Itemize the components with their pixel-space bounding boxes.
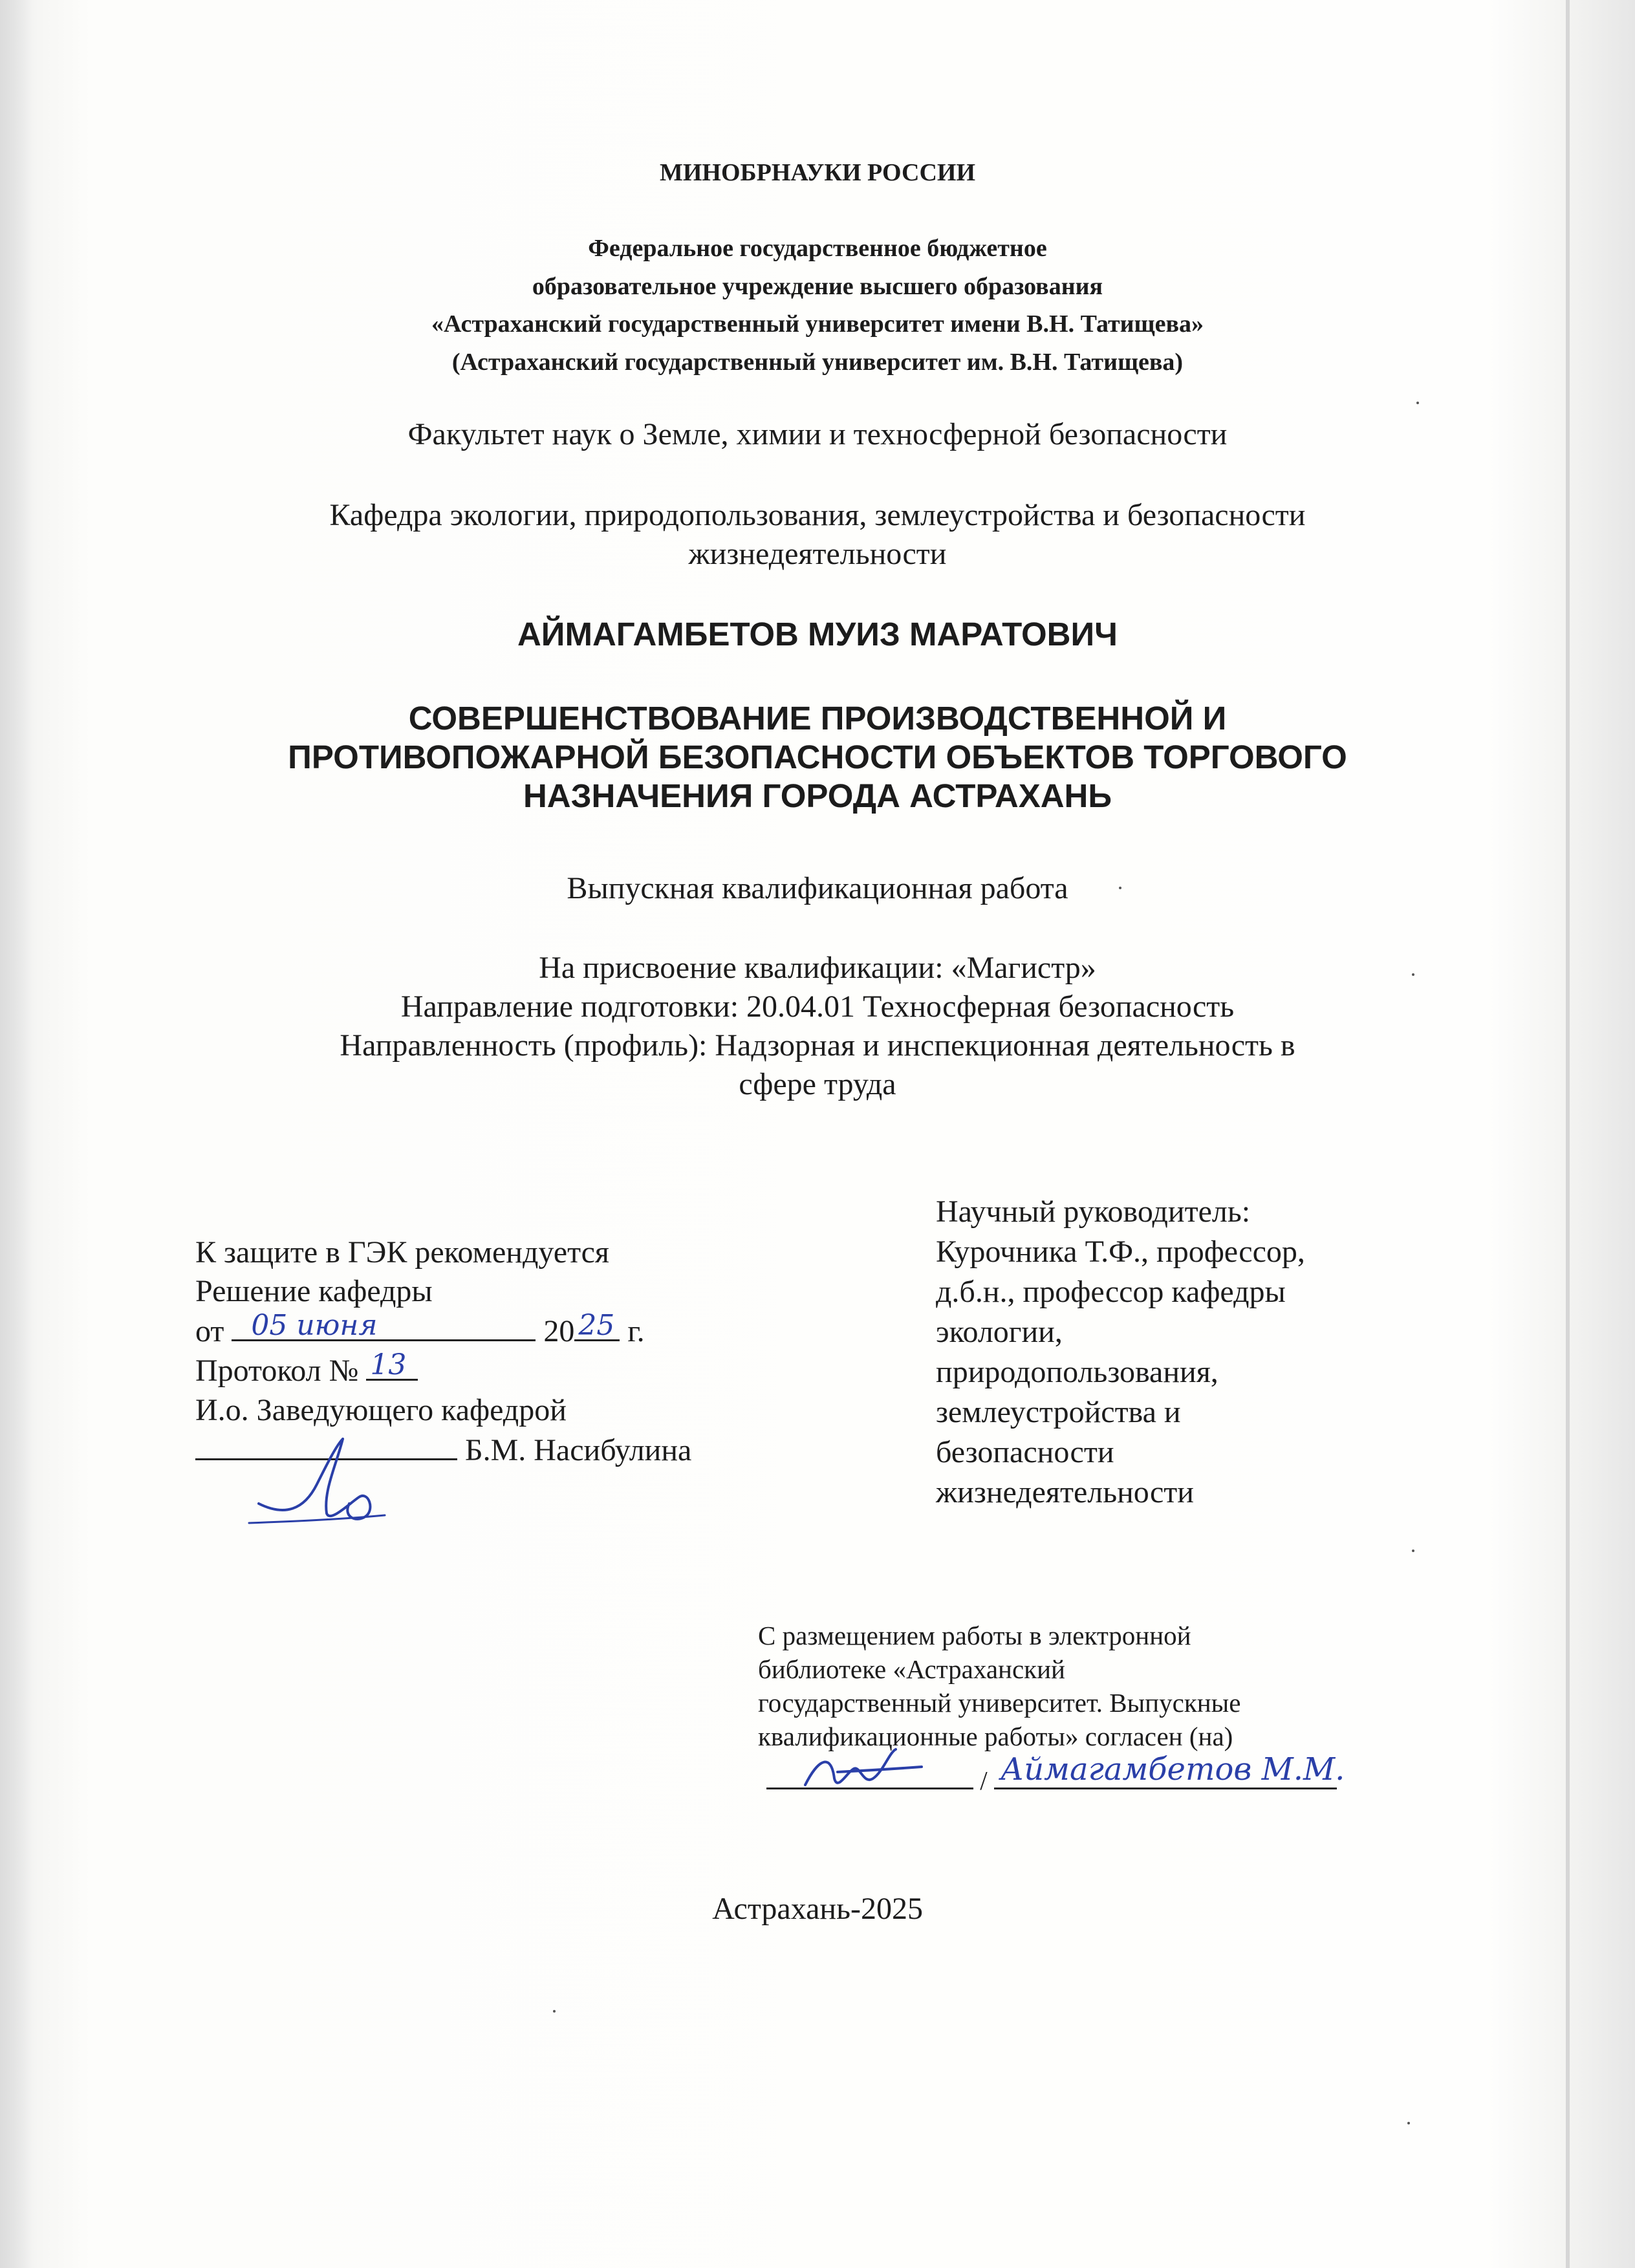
- institution-line-2: образовательное учреждение высшего образования: [532, 273, 1103, 300]
- year-suffix: г.: [627, 1314, 645, 1348]
- work-type: Выпускная квалификационная работа: [567, 871, 1068, 905]
- scan-speck: [1416, 402, 1419, 404]
- author-name: АЙМАГАМБЕТОВ МУИЗ МАРАТОВИЧ: [517, 616, 1118, 653]
- supervisor-line-2: Курочника Т.Ф., профессор,: [936, 1235, 1305, 1269]
- qualification-line-2: Направление подготовки: 20.04.01 Техносферная безопасность: [400, 989, 1235, 1024]
- ministry-line: МИНОБРНАУКИ РОССИИ: [659, 159, 976, 186]
- qualification-line-1: На присвоение квалификации: «Магистр»: [539, 951, 1096, 985]
- date-underline: [232, 1309, 536, 1342]
- scan-speck: [553, 2010, 556, 2013]
- supervisor-line-1: Научный руководитель:: [936, 1194, 1251, 1229]
- protocol-label: Протокол №: [195, 1354, 359, 1388]
- head-title: И.о. Заведующего кафедрой: [195, 1393, 567, 1427]
- scan-speck: [1412, 1550, 1414, 1552]
- supervisor-line-4: экологии,: [936, 1315, 1063, 1349]
- department-line-1: Кафедра экологии, природопользования, землеустройства и безопасности: [329, 498, 1306, 532]
- supervisor-line-3: д.б.н., профессор кафедры: [936, 1275, 1286, 1309]
- scan-speck: [1407, 2122, 1410, 2124]
- consent-separator: /: [980, 1766, 988, 1795]
- consent-name-underline: [994, 1751, 1345, 1789]
- year-handwritten: 25: [578, 1309, 615, 1342]
- protocol-row: [195, 1348, 418, 1391]
- title-line-1: СОВЕРШЕНСТВОВАНИЕ ПРОИЗВОДСТВЕННОЙ И: [408, 700, 1227, 737]
- title-line-2: ПРОТИВОПОЖАРНОЙ БЕЗОПАСНОСТИ ОБЪЕКТОВ ТОРГОВОГО: [288, 739, 1347, 775]
- footer-city-year: Астрахань-2025: [712, 1892, 923, 1926]
- date-handwritten: 05 июня: [251, 1309, 378, 1342]
- defense-line-1: К защите в ГЭК рекомендуется: [195, 1235, 610, 1269]
- student-signature-mark: [799, 1740, 928, 1798]
- supervisor-line-7: безопасности: [936, 1435, 1114, 1469]
- consent-line-4: квалификационные работы» согласен (на): [758, 1722, 1233, 1751]
- head-name: Б.М. Насибулина: [465, 1433, 692, 1467]
- consent-line-1: С размещением работы в электронной: [758, 1621, 1191, 1650]
- protocol-handwritten: 13: [370, 1348, 407, 1381]
- consent-name-handwritten: Аймагамбетов М.М.: [1000, 1751, 1345, 1787]
- institution-line-3: «Астраханский государственный университет имени В.Н. Татищева»: [431, 310, 1204, 338]
- year-prefix: 20: [543, 1314, 575, 1348]
- scan-speck: [1412, 973, 1414, 976]
- supervisor-line-8: жизнедеятельности: [936, 1475, 1194, 1509]
- protocol-underline: [366, 1348, 418, 1381]
- supervisor-line-6: землеустройства и: [936, 1395, 1181, 1429]
- year-underline: [574, 1309, 620, 1342]
- consent-line-2: библиотеке «Астраханский: [758, 1654, 1065, 1684]
- institution-line-4: (Астраханский государственный университет им. В.Н. Татищева): [451, 349, 1184, 376]
- date-prefix: от: [195, 1314, 224, 1348]
- supervisor-line-5: природопользования,: [936, 1355, 1218, 1389]
- institution-line-1: Федеральное государственное бюджетное: [588, 235, 1047, 262]
- scan-speck: [1119, 887, 1121, 889]
- faculty-line: Факультет наук о Земле, химии и техносферной безопасности: [407, 417, 1228, 451]
- consent-line-3: государственный университет. Выпускные: [758, 1688, 1241, 1718]
- defense-line-2: Решение кафедры: [195, 1274, 433, 1308]
- qualification-line-4: сфере труда: [739, 1067, 896, 1101]
- qualification-line-3: Направленность (профиль): Надзорная и инспекционная деятельность в: [340, 1028, 1295, 1063]
- title-line-3: НАЗНАЧЕНИЯ ГОРОДА АСТРАХАНЬ: [523, 777, 1112, 814]
- head-signature-mark: [246, 1426, 395, 1529]
- department-line-2: жизнедеятельности: [688, 537, 947, 571]
- defense-date-row: [195, 1309, 645, 1352]
